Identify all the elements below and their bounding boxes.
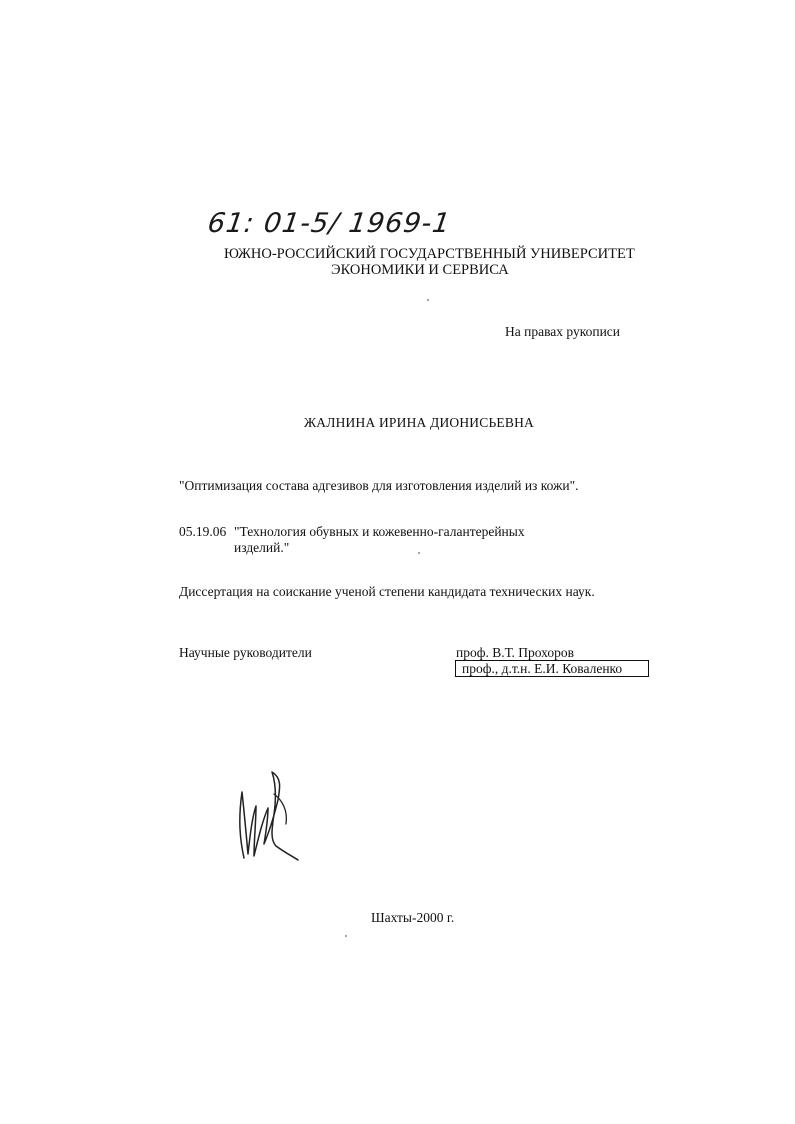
- author-signature: [230, 770, 310, 862]
- university-name-line1: ЮЖНО-РОССИЙСКИЙ ГОСУДАРСТВЕННЫЙ УНИВЕРСИТЕТ: [224, 246, 635, 262]
- handwritten-registration-number: 61: 01-5/ 1969-1: [205, 208, 453, 239]
- supervisor-second: проф., д.т.н. Е.И. Коваленко: [462, 661, 623, 676]
- degree-statement: Диссертация на соискание ученой степени кандидата технических наук.: [179, 584, 595, 599]
- author-name: ЖАЛНИНА ИРИНА ДИОНИСЬЕВНА: [304, 415, 534, 430]
- supervisors-label: Научные руководители: [179, 645, 312, 660]
- dissertation-title: "Оптимизация состава адгезивов для изготовления изделий из кожи".: [179, 478, 579, 493]
- specialty-code: 05.19.06: [179, 524, 227, 539]
- scan-speck: [418, 552, 420, 554]
- supervisor-first: [456, 645, 574, 661]
- manuscript-rights-note: На правах рукописи: [505, 324, 621, 339]
- specialty-name-line2: изделий.": [234, 540, 290, 555]
- specialty-name-line1: "Технология обувных и кожевенно-галантерейных: [234, 524, 525, 539]
- city-and-year: Шахты-2000 г.: [371, 910, 455, 925]
- supervisor-first-text: проф. В.Т. Прохоров: [456, 645, 575, 660]
- university-name-line2: ЭКОНОМИКИ И СЕРВИСА: [331, 262, 509, 278]
- scan-speck: [345, 935, 347, 937]
- scan-speck: [427, 299, 429, 301]
